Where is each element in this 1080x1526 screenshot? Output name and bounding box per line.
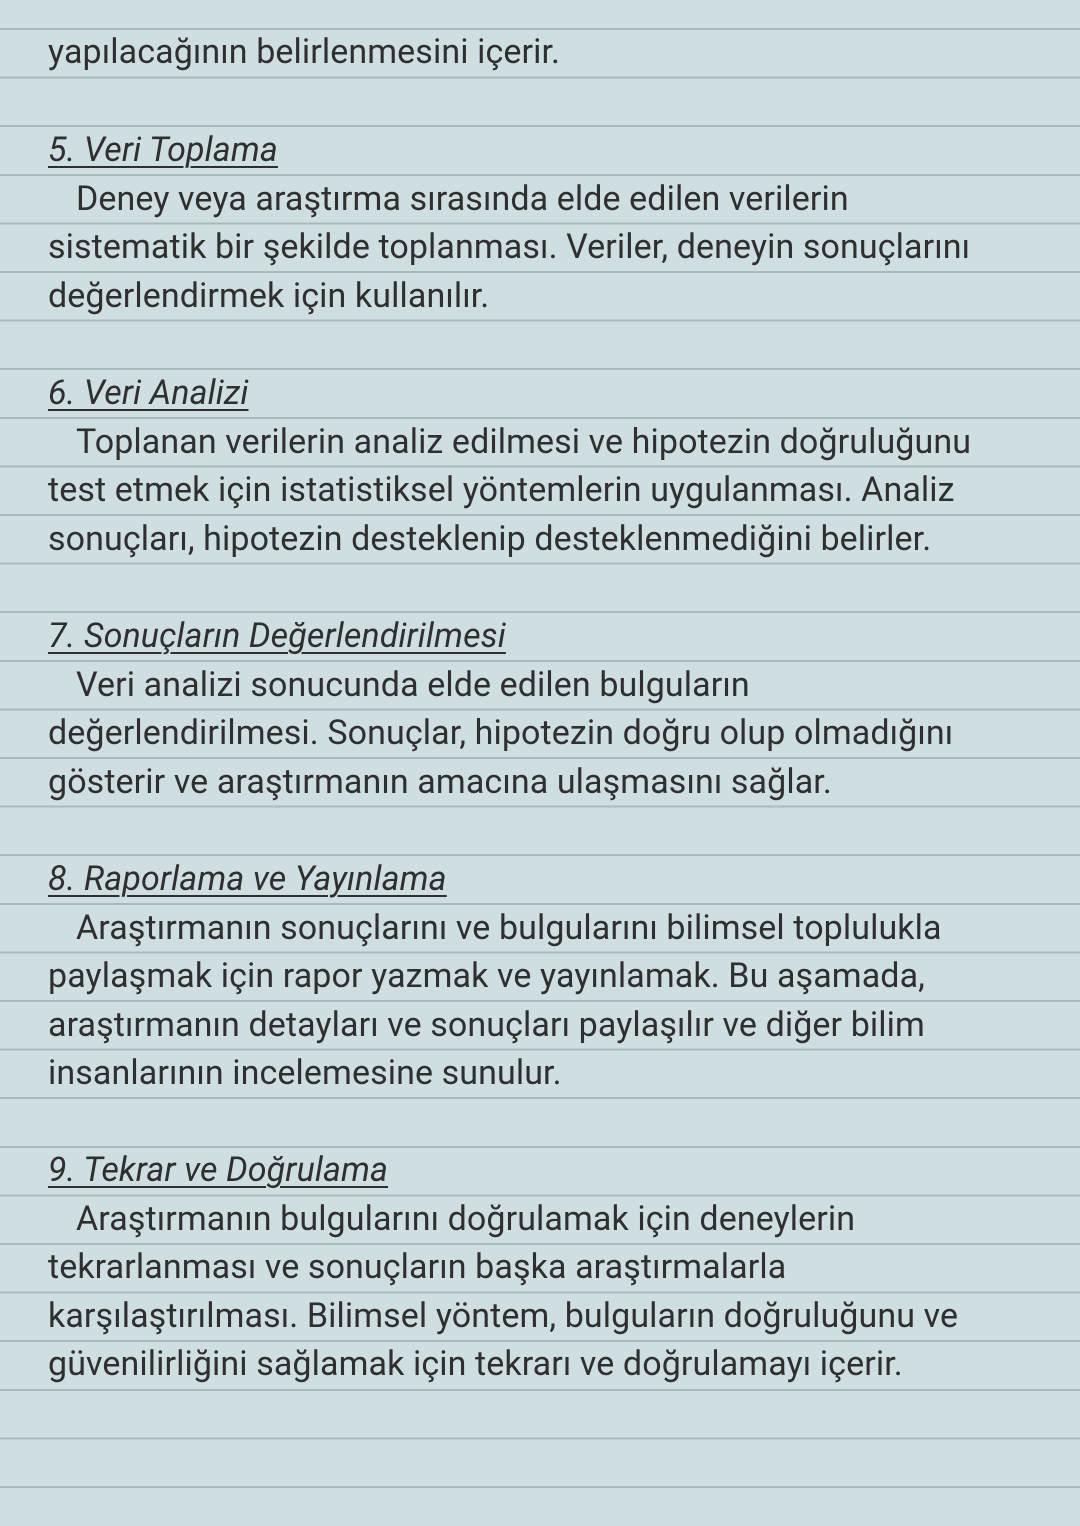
section-heading-sonuclarin-degerlendirilmesi: 7. Sonuçların Değerlendirilmesi	[48, 616, 506, 656]
text-line: paylaşmak için rapor yazmak ve yayınlamak. Bu aşamada,	[48, 956, 925, 996]
text-line: değerlendirmek için kullanılır.	[48, 276, 490, 316]
text-line: Araştırmanın bulgularını doğrulamak için deneylerin	[76, 1199, 856, 1239]
text-line: Deney veya araştırma sırasında elde edilen verilerin	[76, 179, 849, 219]
section-heading-veri-analizi: 6. Veri Analizi	[48, 373, 249, 413]
text-line: değerlendirilmesi. Sonuçlar, hipotezin doğru olup olmadığını	[48, 713, 954, 753]
text-line: yapılacağının belirlenmesini içerir.	[48, 32, 561, 72]
text-line: güvenilirliğini sağlamak için tekrarı ve doğrulamayı içerir.	[48, 1344, 903, 1384]
text-line: tekrarlanması ve sonuçların başka araştırmalarla	[48, 1247, 787, 1287]
text-line: sonuçları, hipotezin desteklenip desteklenmediğini belirler.	[48, 519, 932, 559]
text-line: araştırmanın detayları ve sonuçları paylaşılır ve diğer bilim	[48, 1005, 925, 1045]
text-line: Toplanan verilerin analiz edilmesi ve hipotezin doğruluğunu	[76, 422, 972, 462]
text-line: karşılaştırılması. Bilimsel yöntem, bulguların doğruluğunu ve	[48, 1296, 959, 1336]
text-line: Veri analizi sonucunda elde edilen bulguların	[76, 665, 750, 705]
text-line: test etmek için istatistiksel yöntemlerin uygulanması. Analiz	[48, 470, 955, 510]
section-heading-tekrar-ve-dogrulama: 9. Tekrar ve Doğrulama	[48, 1150, 389, 1190]
section-heading-veri-toplama: 5. Veri Toplama	[48, 130, 278, 170]
section-heading-raporlama-ve-yayinlama: 8. Raporlama ve Yayınlama	[48, 859, 447, 899]
text-line: sistematik bir şekilde toplanması. Veriler, deneyin sonuçlarını	[48, 227, 971, 267]
text-line: insanlarının incelemesine sunulur.	[48, 1053, 562, 1093]
text-line: Araştırmanın sonuçlarını ve bulgularını bilimsel toplulukla	[76, 908, 942, 948]
text-line: gösterir ve araştırmanın amacına ulaşmasını sağlar.	[48, 762, 832, 802]
